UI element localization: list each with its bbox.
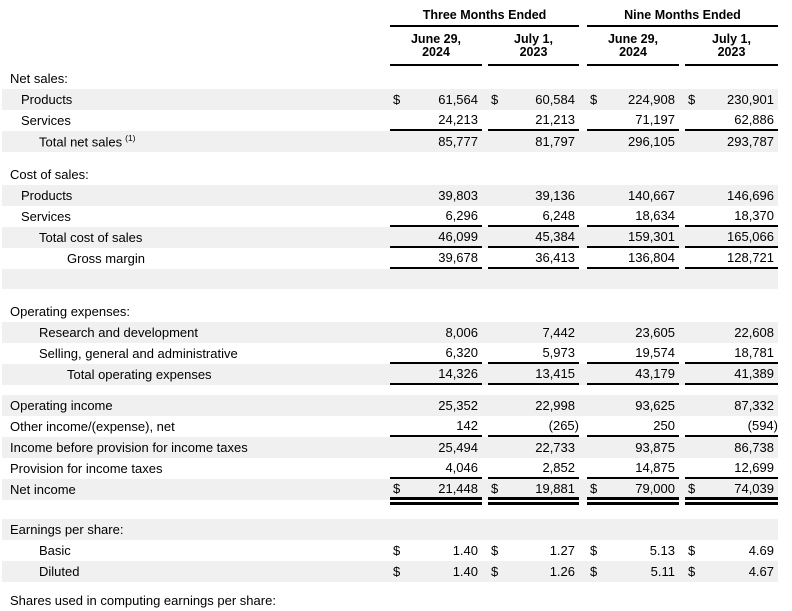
cell-value: 43,179 bbox=[635, 366, 675, 381]
cell-value: 86,738 bbox=[734, 440, 774, 455]
value-cell bbox=[488, 206, 579, 227]
value-cell bbox=[685, 458, 778, 479]
cell-value: 60,584 bbox=[535, 92, 575, 107]
cell-value: 25,494 bbox=[438, 440, 478, 455]
column-header-q3-2024: June 29, 2024 bbox=[390, 31, 482, 66]
value-cell bbox=[390, 110, 482, 131]
value-cell bbox=[488, 343, 579, 364]
cell-value: 22,998 bbox=[535, 398, 575, 413]
table-row bbox=[2, 395, 778, 416]
value-cell bbox=[390, 416, 482, 437]
cell-value: 4.67 bbox=[748, 564, 774, 579]
table-row bbox=[2, 206, 778, 227]
row-label: Products bbox=[21, 188, 73, 203]
cell-value: 230,901 bbox=[727, 92, 774, 107]
value-cell bbox=[390, 131, 482, 152]
cell-value: 79,000 bbox=[635, 480, 675, 496]
value-cell bbox=[488, 110, 579, 131]
cell-value: 1.40 bbox=[452, 543, 478, 558]
value-cell bbox=[685, 89, 778, 110]
value-cell bbox=[685, 131, 778, 152]
table-row bbox=[2, 458, 778, 479]
value-cell bbox=[390, 479, 482, 500]
spacer-row bbox=[2, 289, 778, 301]
cell-value: 142 bbox=[456, 418, 478, 433]
value-cell bbox=[685, 364, 778, 385]
table-row bbox=[2, 227, 778, 248]
value-cell bbox=[390, 89, 482, 110]
cell-value: 39,803 bbox=[438, 188, 478, 203]
table-row bbox=[2, 437, 778, 458]
dollar-sign: $ bbox=[688, 564, 696, 579]
row-label: Other income/(expense), net bbox=[10, 419, 175, 434]
value-cell bbox=[685, 322, 778, 343]
dollar-sign: $ bbox=[590, 564, 598, 579]
section-row bbox=[2, 68, 778, 89]
cell-value: 93,875 bbox=[635, 440, 675, 455]
footnote-marker: (1) bbox=[125, 133, 136, 144]
row-label: Diluted bbox=[39, 564, 80, 579]
column-header-ytd-2023: July 1, 2023 bbox=[685, 31, 778, 66]
dollar-sign: $ bbox=[688, 480, 696, 496]
value-cell bbox=[685, 561, 778, 582]
value-cell bbox=[390, 185, 482, 206]
cell-value: 18,634 bbox=[635, 208, 675, 223]
cell-value: 128,721 bbox=[727, 250, 774, 265]
value-cell bbox=[685, 110, 778, 131]
row-label: Gross margin bbox=[67, 251, 146, 266]
dollar-sign: $ bbox=[491, 480, 499, 496]
row-label: Shares used in computing earnings per share: bbox=[10, 593, 276, 608]
cell-value: 19,574 bbox=[635, 345, 675, 360]
cell-value: 14,326 bbox=[438, 366, 478, 381]
value-cell bbox=[488, 131, 579, 152]
value-cell bbox=[488, 479, 579, 500]
cell-value: 25,352 bbox=[438, 398, 478, 413]
value-cell bbox=[685, 206, 778, 227]
value-cell bbox=[488, 322, 579, 343]
table-row bbox=[2, 561, 778, 582]
cell-value: 296,105 bbox=[628, 134, 675, 149]
label-column-spacer bbox=[2, 500, 390, 505]
dollar-sign: $ bbox=[590, 480, 598, 496]
table-row bbox=[2, 343, 778, 364]
value-cell bbox=[587, 540, 679, 561]
row-label: Research and development bbox=[39, 325, 198, 340]
value-cell bbox=[390, 322, 482, 343]
cell-value: 21,448 bbox=[438, 480, 478, 496]
table-row bbox=[2, 185, 778, 206]
cell-value: 21,213 bbox=[535, 112, 575, 127]
cell-value: (594) bbox=[747, 418, 778, 433]
row-label: Total net sales $^{(1)}$ bbox=[39, 133, 136, 150]
value-cell bbox=[587, 248, 679, 269]
value-cell bbox=[488, 561, 579, 582]
value-cell bbox=[685, 185, 778, 206]
value-cell bbox=[390, 364, 482, 385]
cell-value: 23,605 bbox=[635, 325, 675, 340]
value-cell bbox=[488, 227, 579, 248]
value-cell bbox=[587, 110, 679, 131]
row-label: Cost of sales: bbox=[10, 167, 89, 182]
value-cell bbox=[390, 227, 482, 248]
row-label: Basic bbox=[39, 543, 71, 558]
cell-value: 12,699 bbox=[734, 460, 774, 475]
spacer-row bbox=[2, 505, 778, 519]
value-cell bbox=[587, 561, 679, 582]
dollar-sign: $ bbox=[491, 92, 499, 107]
cell-value: 39,678 bbox=[438, 250, 478, 265]
cell-value: 140,667 bbox=[628, 188, 675, 203]
section-row bbox=[2, 164, 778, 185]
row-label: Operating expenses: bbox=[10, 304, 130, 319]
cell-value: 2,852 bbox=[542, 460, 575, 475]
value-cell bbox=[587, 437, 679, 458]
table-row bbox=[2, 131, 778, 152]
spacer-row bbox=[2, 269, 778, 289]
row-label: Products bbox=[21, 92, 73, 107]
period-group-header-row bbox=[2, 8, 778, 27]
cell-value: 36,413 bbox=[535, 250, 575, 265]
dollar-sign: $ bbox=[491, 543, 499, 558]
cell-value: 39,136 bbox=[535, 188, 575, 203]
rule-segment bbox=[587, 500, 679, 505]
value-cell bbox=[587, 364, 679, 385]
value-cell bbox=[685, 343, 778, 364]
cell-value: 293,787 bbox=[727, 134, 774, 149]
row-label: Total operating expenses bbox=[67, 367, 212, 382]
cell-value: 165,066 bbox=[727, 229, 774, 244]
cell-value: 87,332 bbox=[734, 398, 774, 413]
value-cell bbox=[685, 395, 778, 416]
cell-value: 159,301 bbox=[628, 229, 675, 244]
dollar-sign: $ bbox=[590, 543, 598, 558]
cell-value: (265) bbox=[548, 418, 579, 433]
dollar-sign: $ bbox=[393, 543, 401, 558]
row-label: Total cost of sales bbox=[39, 230, 143, 245]
value-cell bbox=[488, 248, 579, 269]
value-cell bbox=[488, 89, 579, 110]
value-cell bbox=[390, 395, 482, 416]
value-cell bbox=[685, 437, 778, 458]
dollar-sign: $ bbox=[393, 480, 401, 496]
value-cell bbox=[488, 364, 579, 385]
value-cell bbox=[685, 227, 778, 248]
value-cell bbox=[390, 437, 482, 458]
value-cell bbox=[390, 343, 482, 364]
cell-value: 19,881 bbox=[535, 480, 575, 496]
cell-value: 41,389 bbox=[734, 366, 774, 381]
value-cell bbox=[685, 479, 778, 500]
cell-value: 74,039 bbox=[734, 480, 774, 496]
dollar-sign: $ bbox=[393, 92, 401, 107]
table-row bbox=[2, 364, 778, 385]
cell-value: 45,384 bbox=[535, 229, 575, 244]
cell-value: 18,370 bbox=[734, 208, 774, 223]
dollar-sign: $ bbox=[688, 543, 696, 558]
cell-value: 14,875 bbox=[635, 460, 675, 475]
value-cell bbox=[390, 458, 482, 479]
row-label: Services bbox=[21, 209, 71, 224]
cell-value: 24,213 bbox=[438, 112, 478, 127]
dollar-sign: $ bbox=[590, 92, 598, 107]
value-cell bbox=[587, 185, 679, 206]
cell-value: 46,099 bbox=[438, 229, 478, 244]
column-group-nine-months: Nine Months Ended bbox=[587, 8, 778, 27]
cell-value: 61,564 bbox=[438, 92, 478, 107]
cell-value: 6,296 bbox=[445, 208, 478, 223]
cell-value: 1.26 bbox=[549, 564, 575, 579]
cell-value: 250 bbox=[653, 418, 675, 433]
table-row bbox=[2, 540, 778, 561]
cell-value: 4.69 bbox=[748, 543, 774, 558]
column-header-ytd-2024: June 29, 2024 bbox=[587, 31, 679, 66]
value-cell bbox=[685, 248, 778, 269]
dollar-sign: $ bbox=[688, 92, 696, 107]
cell-value: 22,608 bbox=[734, 325, 774, 340]
financial-table bbox=[2, 8, 778, 611]
cell-value: 8,006 bbox=[445, 325, 478, 340]
row-label: Income before provision for income taxes bbox=[10, 440, 248, 455]
cell-value: 146,696 bbox=[727, 188, 774, 203]
value-cell bbox=[587, 416, 679, 437]
cell-value: 6,248 bbox=[542, 208, 575, 223]
row-label: Selling, general and administrative bbox=[39, 346, 238, 361]
value-cell bbox=[488, 185, 579, 206]
row-label: Net income bbox=[10, 482, 76, 497]
spacer-row bbox=[2, 582, 778, 590]
value-cell bbox=[587, 395, 679, 416]
value-cell bbox=[587, 322, 679, 343]
value-cell bbox=[488, 458, 579, 479]
row-label: Provision for income taxes bbox=[10, 461, 163, 476]
date-header-row bbox=[2, 31, 778, 66]
cell-value: 5.13 bbox=[649, 543, 675, 558]
cell-value: 1.40 bbox=[452, 564, 478, 579]
value-cell bbox=[488, 540, 579, 561]
cell-value: 5.11 bbox=[650, 564, 675, 579]
column-header-q3-2023: July 1, 2023 bbox=[488, 31, 579, 66]
spacer-row bbox=[2, 385, 778, 395]
cell-value: 4,046 bbox=[445, 460, 478, 475]
spacer-row bbox=[2, 152, 778, 164]
rule-segment bbox=[685, 500, 778, 505]
value-cell bbox=[390, 561, 482, 582]
cell-value: 224,908 bbox=[628, 92, 675, 107]
value-cell bbox=[587, 458, 679, 479]
value-cell bbox=[488, 437, 579, 458]
value-cell bbox=[587, 89, 679, 110]
cell-value: 6,320 bbox=[445, 345, 478, 360]
value-cell bbox=[390, 540, 482, 561]
cell-value: 22,733 bbox=[535, 440, 575, 455]
table-row bbox=[2, 479, 778, 500]
cell-value: 93,625 bbox=[635, 398, 675, 413]
section-row bbox=[2, 590, 778, 611]
cell-value: 18,781 bbox=[734, 345, 774, 360]
row-label: Earnings per share: bbox=[10, 522, 124, 537]
section-row bbox=[2, 301, 778, 322]
value-cell bbox=[488, 416, 579, 437]
value-cell bbox=[587, 227, 679, 248]
double-rule bbox=[2, 500, 778, 505]
cell-value: 81,797 bbox=[535, 134, 575, 149]
cell-value: 62,886 bbox=[734, 112, 774, 127]
value-cell bbox=[587, 131, 679, 152]
table-row bbox=[2, 110, 778, 131]
value-cell bbox=[685, 416, 778, 437]
cell-value: 7,442 bbox=[542, 325, 575, 340]
row-label: Services bbox=[21, 113, 71, 128]
table-row bbox=[2, 322, 778, 343]
cell-value: 13,415 bbox=[535, 366, 575, 381]
value-cell bbox=[390, 248, 482, 269]
cell-value: 1.27 bbox=[549, 543, 575, 558]
dollar-sign: $ bbox=[393, 564, 401, 579]
table-body bbox=[2, 68, 778, 611]
table-row bbox=[2, 248, 778, 269]
column-group-three-months: Three Months Ended bbox=[390, 8, 579, 27]
rule-segment bbox=[390, 500, 482, 505]
value-cell bbox=[685, 540, 778, 561]
table-row bbox=[2, 89, 778, 110]
table-row bbox=[2, 416, 778, 437]
section-row bbox=[2, 519, 778, 540]
cell-value: 136,804 bbox=[628, 250, 675, 265]
value-cell bbox=[390, 206, 482, 227]
rule-segment bbox=[488, 500, 579, 505]
dollar-sign: $ bbox=[491, 564, 499, 579]
row-label: Operating income bbox=[10, 398, 113, 413]
cell-value: 71,197 bbox=[635, 112, 675, 127]
value-cell bbox=[488, 395, 579, 416]
value-cell bbox=[587, 206, 679, 227]
row-label: Net sales: bbox=[10, 71, 68, 86]
value-cell bbox=[587, 343, 679, 364]
cell-value: 85,777 bbox=[438, 134, 478, 149]
value-cell bbox=[587, 479, 679, 500]
cell-value: 5,973 bbox=[542, 345, 575, 360]
